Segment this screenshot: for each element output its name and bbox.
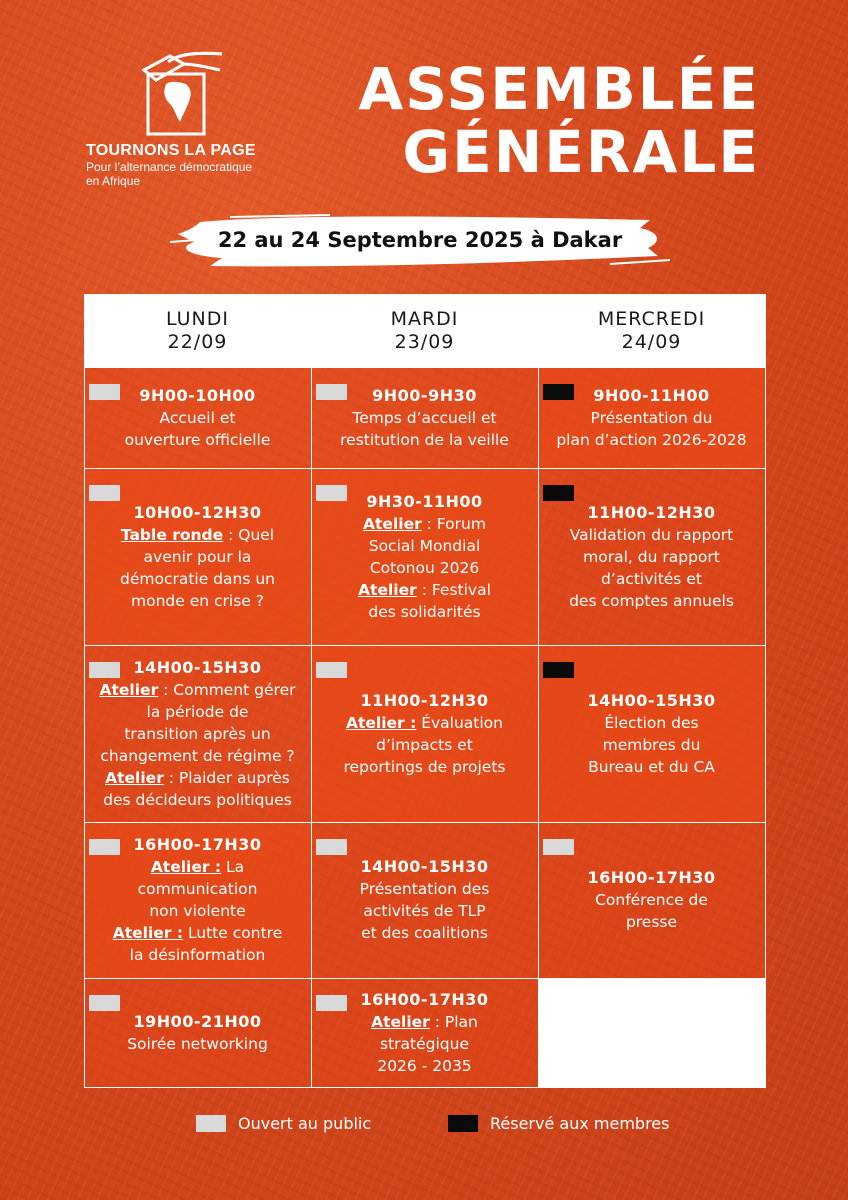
legend xyxy=(0,1114,848,1136)
legend-members: Réservé aux membres xyxy=(448,1114,669,1133)
ballot-africa-logo-icon xyxy=(126,50,236,140)
session-tuesday-1: 9H00-9H30 Temps d’accueil et restitution de la veille xyxy=(311,367,539,469)
public-marker xyxy=(89,995,120,1011)
public-marker xyxy=(316,384,347,400)
organization-tagline-2: en Afrique xyxy=(86,174,141,188)
day-header-tuesday: MARDI 23/09 xyxy=(311,294,539,368)
day-header-monday: LUNDI 22/09 xyxy=(84,294,312,368)
session-wednesday-3: 14H00-15H30 Élection des membres du Bureau et du CA xyxy=(538,645,766,823)
session-wednesday-1: 9H00-11H00 Présentation du plan d’action 2026-2028 xyxy=(538,367,766,469)
organization-name: TOURNONS LA PAGE xyxy=(86,142,256,159)
page-title xyxy=(358,55,760,186)
public-marker xyxy=(89,485,120,501)
public-marker xyxy=(89,839,120,855)
session-monday-3: 14H00-15H30 Atelier : Comment gérer la période de transition après un changement de régime ? Atelier : Plaider auprès des décideurs politiques xyxy=(84,645,312,823)
session-wednesday-4: 16H00-17H30 Conférence de presse xyxy=(538,822,766,979)
organization-tagline-1: Pour l’alternance démocratique xyxy=(86,160,253,174)
public-swatch-icon xyxy=(196,1115,226,1132)
public-marker xyxy=(316,839,347,855)
members-swatch-icon xyxy=(448,1115,478,1132)
title-line-2: GÉNÉRALE xyxy=(402,118,760,186)
public-marker xyxy=(316,485,347,501)
public-marker xyxy=(316,662,347,678)
logo xyxy=(86,50,286,188)
public-marker xyxy=(89,384,120,400)
public-marker xyxy=(543,839,574,855)
title-line-1: ASSEMBLÉE xyxy=(358,55,760,123)
session-tuesday-4: 14H00-15H30 Présentation des activités de TLP et des coalitions xyxy=(311,822,539,979)
members-marker xyxy=(543,662,574,678)
session-monday-2: 10H00-12H30 Table ronde : Quel avenir pour la démocratie dans un monde en crise ? xyxy=(84,468,312,646)
session-tuesday-2: 9H30-11H00 Atelier : Forum Social Mondial Cotonou 2026 Atelier : Festival des solidarités xyxy=(311,468,539,646)
session-wednesday-2: 11H00-12H30 Validation du rapport moral, du rapport d’activités et des comptes annuels xyxy=(538,468,766,646)
empty-cell xyxy=(538,978,766,1088)
public-marker xyxy=(316,995,347,1011)
members-marker xyxy=(543,384,574,400)
session-monday-4: 16H00-17H30 Atelier : La communication non violente Atelier : Lutte contre la désinformation xyxy=(84,822,312,979)
day-header-wednesday: MERCREDI 24/09 xyxy=(538,294,766,368)
session-tuesday-5: 16H00-17H30 Atelier : Plan stratégique 2026 - 2035 xyxy=(311,978,539,1088)
members-marker xyxy=(543,485,574,501)
date-banner xyxy=(170,212,670,274)
session-monday-1: 9H00-10H00 Accueil et ouverture officielle xyxy=(84,367,312,469)
session-tuesday-3: 11H00-12H30 Atelier : Évaluation d’impacts et reportings de projets xyxy=(311,645,539,823)
session-monday-5: 19H00-21H00 Soirée networking xyxy=(84,978,312,1088)
schedule-table xyxy=(84,294,765,1086)
event-date: 22 au 24 Septembre 2025 à Dakar xyxy=(217,228,623,252)
legend-public: Ouvert au public xyxy=(196,1114,371,1133)
public-marker xyxy=(89,662,120,678)
